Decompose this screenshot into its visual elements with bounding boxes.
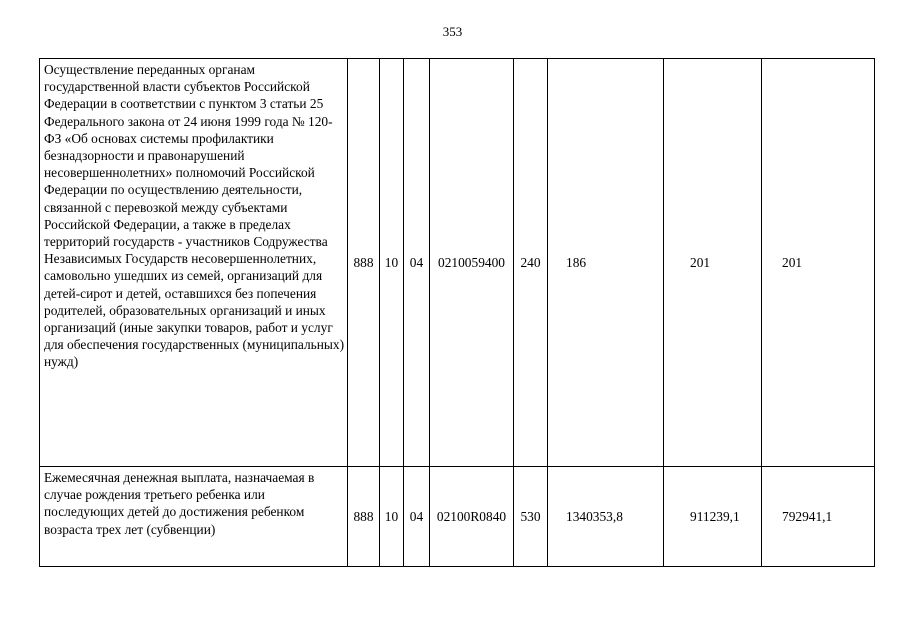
amount-year-2: 911239,1 (664, 467, 762, 567)
ministry-code: 888 (348, 59, 380, 467)
expense-type-code: 240 (514, 59, 548, 467)
budget-table (39, 58, 875, 567)
amount-year-3: 201 (762, 59, 875, 467)
target-article-code: 02100R0840 (430, 467, 514, 567)
section-code: 10 (380, 467, 404, 567)
subsection-code: 04 (404, 467, 430, 567)
amount-year-1: 186 (548, 59, 664, 467)
page-number: 353 (442, 24, 463, 39)
amount-year-1: 1340353,8 (548, 467, 664, 567)
amount-year-2: 201 (664, 59, 762, 467)
table-row (40, 467, 875, 567)
expense-type-code: 530 (514, 467, 548, 567)
ministry-code: 888 (348, 467, 380, 567)
row-description: Осуществление переданных органам государственной власти субъектов Российской Федерации в соответствии с пунктом 3 статьи 25 Федерального закона от 24 июня 1999 года № 120-ФЗ «Об основах системы профилактики безнадзорности и правонарушений несовершеннолетних» полномочий Российской Федерации по осуществлению деятельности, связанной с перевозкой между субъектами Российской Федерации, а также в пределах территорий государств - участников Содружества Независимых Государств несовершеннолетних, самовольно ушедших из семей, организаций для детей-сирот и детей, оставшихся без попечения родителей, образовательных организаций и иных организаций (иные закупки товаров, работ и услуг для обеспечения государственных (муниципальных) нужд) (40, 59, 348, 467)
amount-year-3: 792941,1 (762, 467, 875, 567)
table-row (40, 59, 875, 467)
section-code: 10 (380, 59, 404, 467)
row-description: Ежемесячная денежная выплата, назначаемая в случае рождения третьего ребенка или последующих детей до достижения ребенком возраста трех лет (субвенции) (40, 467, 348, 567)
subsection-code: 04 (404, 59, 430, 467)
target-article-code: 0210059400 (430, 59, 514, 467)
